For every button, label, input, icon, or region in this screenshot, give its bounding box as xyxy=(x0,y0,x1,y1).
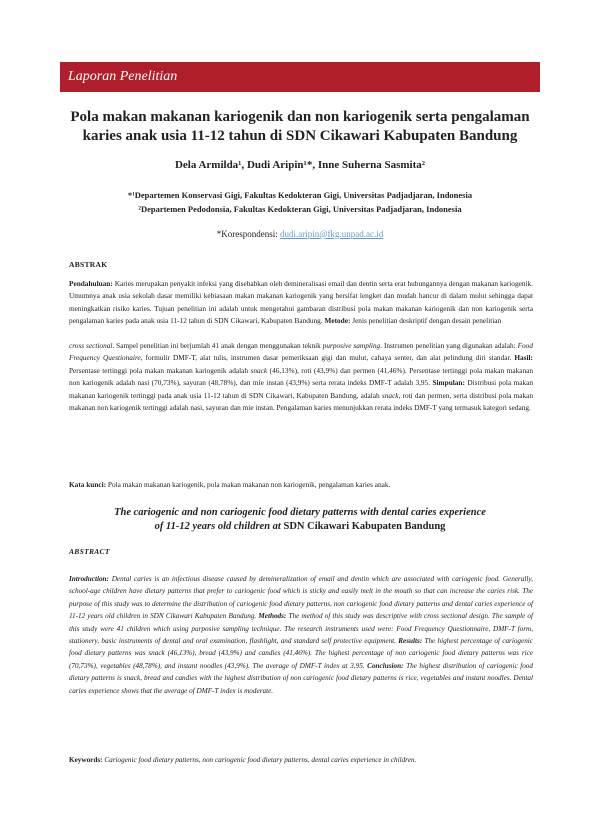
simpulan-text-a: Distribusi pola makan makanan kariogenik tertinggi pada anak usia 11-12 tahun di SDN Cikawari, Kabupaten Bandung, adalah xyxy=(69,378,533,400)
correspondence-email-link[interactable]: dudi.aripin@fkg.unpad.ac.id xyxy=(279,229,384,239)
metode-text-b: . Sampel penelitian ini berjumlah 41 anak dengan menggunakan teknik xyxy=(112,341,323,350)
metode-italic-b: purposive sampling xyxy=(322,341,381,350)
hasil-italic: snack xyxy=(250,365,268,375)
abstrak-pendahuluan xyxy=(69,278,533,328)
title-line-2: karies anak usia 11-12 tahun di SDN Cikawari Kabupaten Bandung xyxy=(82,128,518,144)
results-label: Results: xyxy=(398,637,423,646)
metode-text-d: , formulir DMF-T, alat tulis, instrumen dasar pemeriksaan gigi dan mulut, cahaya senter, dan alat pelindung diri standar. xyxy=(140,353,515,363)
pendahuluan-text: Karies merupakan penyakit infeksi yang disebabkan oleh demineralisasi email dan dentin serta erat hubungannya dengan makanan kariogenik. Umumnya anak usia sekolah dasar memiliki kebiasaan makan makanan kariogenik yang bersifat lengket dan mudah hancur di dalam mulut sehingga dapat meningkatkan risiko karies. Tujuan penelitian ini adalah untuk mengetahui gambaran distribusi pola makan makanan kariogenik dan non kariogenik serta pengalaman karies pada anak usia 11-12 tahun di SDN Cikawari, Kabupaten Bandung. xyxy=(69,279,533,326)
metode-text-a: Jenis penelitian deskriptif dengan desain penelitian xyxy=(350,316,502,326)
simpulan-italic: snack xyxy=(381,390,399,400)
title-line-1: Pola makan makanan kariogenik dan non kariogenik serta pengalaman xyxy=(70,109,530,125)
title-en-line-2-normal: SDN Cikawari Kabupaten Bandung xyxy=(283,521,446,532)
title-en-line-2-italic: of 11-12 years old children at xyxy=(154,521,284,532)
article-title-id xyxy=(60,108,540,146)
keywords xyxy=(69,754,533,766)
kata-kunci-text: Pola makan makanan kariogenik, pola makan makanan non kariogenik, pengalaman karies anak. xyxy=(106,480,391,489)
affiliation-2: ²Departemen Pedodonsia, Fakultas Kedokteran Gigi, Universitas Padjadjaran, Indonesia xyxy=(138,204,462,214)
abstrak-metode-hasil xyxy=(69,340,533,414)
metode-italic-c: Food Frequency Questionaire xyxy=(69,341,533,363)
conclusion-text: The highest distribution of cariogenic food dietary patterns is snack, bread and candies with the highest distribution of non cariogenic food dietary patterns is rice, vegetables and instant noodles. Dental caries experience shows that the average of DMF-T index is moderate. xyxy=(69,661,533,695)
hasil-text-b: (46,13%), roti (43,9%) dan permen (41,46%). Persentase tertinggi pola makan makanan non kariogenik adalah nasi (70,73%), sayuran (48,78%), dan mie instan (43,9%) serta rerata indeks DMF-T adalah 3,95. xyxy=(69,365,533,388)
title-en-line-2 xyxy=(60,520,540,534)
hasil-text-a: Persentase tertinggi pola makan makanan kariogenik adalah xyxy=(69,365,251,375)
simpulan-text-b: , roti dan permen, serta distribusi pola makan makanan non kariogenik tertinggi adalah nasi, sayuran dan mie instan. Pengalaman karies menunjukkan rerata indeks DMF-T yang termasuk kategori sedang. xyxy=(69,390,534,413)
conclusion-label: Conclusion: xyxy=(367,661,404,670)
title-en-line-1: The cariogenic and non cariogenic food dietary patterns with dental caries experience xyxy=(114,507,486,518)
methods-text: The method of this study was descriptive with cross sectional design. The sample of this study were 41 children which using purposive sampling technique. The research instruments used were: Food Frequency Questionnaire, DMF-T form, stationery, basic instruments of dental and oral examination, flashlight, and standard self protective equipment. xyxy=(69,612,533,646)
affiliations xyxy=(60,188,540,216)
metode-text-c: . Instrumen penelitian yang digunakan adalah: xyxy=(380,341,518,350)
abstrak-heading: ABSTRAK xyxy=(69,260,108,269)
abstract-body xyxy=(69,573,533,697)
metode-label: Metode: xyxy=(324,316,351,326)
affiliation-1: *¹Departemen Konservasi Gigi, Fakultas Kedokteran Gigi, Universitas Padjadjaran, Indonesia xyxy=(127,190,473,200)
correspondence xyxy=(60,229,540,239)
kata-kunci xyxy=(69,479,533,491)
methods-label: Methods: xyxy=(258,612,287,621)
author-list: Dela Armilda¹, Dudi Aripin¹*, Inne Suherna Sasmita² xyxy=(174,159,426,171)
abstract-heading: ABSTRACT xyxy=(69,547,110,556)
banner-label: Laporan Penelitian xyxy=(68,69,178,84)
correspondence-label: *Korespondensi: xyxy=(216,229,280,239)
simpulan-label: Simpulan: xyxy=(432,378,465,388)
keywords-label: Keywords: xyxy=(69,756,103,764)
section-banner xyxy=(60,62,540,92)
pendahuluan-label: Pendahuluan: xyxy=(69,279,113,288)
metode-italic-a: cross sectional xyxy=(69,341,113,350)
keywords-text: Cariogenic food dietary patterns, non cariogenic food dietary patterns, dental caries experience in children. xyxy=(102,756,417,764)
intro-label: Introduction: xyxy=(69,575,109,583)
intro-text: Dental caries is an infectious disease caused by demineralization of email and dentin which are associated with cariogenic food. Generally, school-age children have dietary patterns that prefer to cariogenic food which is sticky and easily melt in the mouth so that can increase the caries risk. The purpose of this study was to determine the distribution of cariogenic food dietary patterns, non cariogenic food dietary patterns and dental caries experience of 11-12 years old children in SDN Cikawari Kabupaten Bandung. xyxy=(69,575,533,621)
kata-kunci-label: Kata kunci: xyxy=(69,480,107,489)
results-text: The highest percentage of cariogenic food dietary patterns was snack (46,13%), bread (43,9%) and candies (41,46%). The highest percentage of non cariogenic food dietary patterns was rice (70,73%), vegetables (48,78%), and instant noodles (43,9%). The average of DMF-T index at 3,95. xyxy=(69,637,533,670)
hasil-label: Hasil: xyxy=(514,353,533,363)
article-title-en xyxy=(60,506,540,534)
